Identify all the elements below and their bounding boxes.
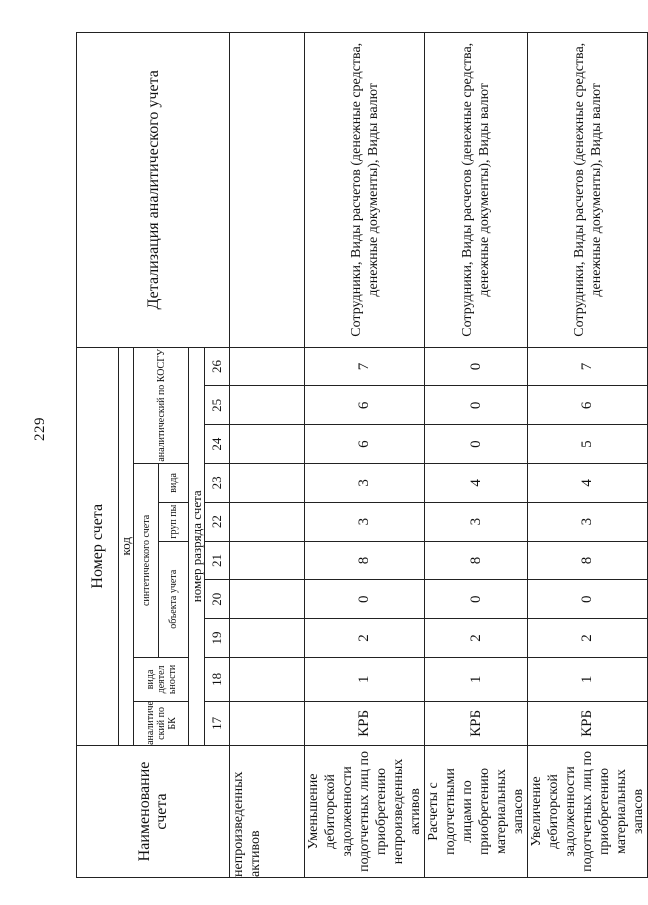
value-cell: 5 — [528, 425, 648, 464]
header-group: груп пы — [159, 502, 189, 541]
digit-18: 18 — [205, 657, 230, 701]
header-code: код — [119, 347, 134, 745]
header-account-object: объекта учета — [159, 541, 189, 657]
value-cell: 0 — [528, 580, 648, 619]
digit-24: 24 — [205, 425, 230, 464]
table-row — [425, 33, 528, 878]
value-cell: 6 — [305, 425, 425, 464]
value-cell: 4 — [425, 463, 528, 502]
value-cell — [230, 657, 305, 701]
header-detail: Детализация аналитического учета — [77, 33, 230, 348]
account-name-cell: Уменьшение дебиторской задолженности подотчетных лиц по приобретению непроизведенных активов — [305, 745, 425, 877]
header-account-name: Наименование счета — [77, 745, 230, 877]
account-name-cell: Увеличение дебиторской задолженности подотчетных лиц по приобретению материальных запасов — [528, 745, 648, 877]
value-cell — [230, 619, 305, 658]
value-cell: 0 — [425, 425, 528, 464]
value-cell — [230, 580, 305, 619]
value-cell — [230, 541, 305, 580]
value-cell: 1 — [425, 657, 528, 701]
value-cell: 0 — [425, 386, 528, 425]
rotated-table-wrapper — [76, 32, 646, 878]
digit-20: 20 — [205, 580, 230, 619]
value-cell: 8 — [425, 541, 528, 580]
header-account-number: Номер счета — [77, 347, 119, 745]
header-kind: вида — [159, 463, 189, 502]
page-number: 229 — [32, 417, 48, 441]
value-cell: 0 — [425, 580, 528, 619]
value-cell: 2 — [528, 619, 648, 658]
accounts-table — [76, 32, 648, 878]
header-analytic-kosgu: аналитический по КОСГУ — [134, 347, 189, 463]
digit-23: 23 — [205, 463, 230, 502]
value-cell: 2 — [425, 619, 528, 658]
value-cell — [230, 701, 305, 745]
table-row — [305, 33, 425, 878]
value-cell: КРБ — [305, 701, 425, 745]
header-activity-type: вида деятел ьности — [134, 657, 189, 701]
value-cell — [230, 347, 305, 386]
header-synthetic: синтетического счета — [134, 463, 159, 657]
value-cell: 3 — [528, 502, 648, 541]
value-cell: 8 — [528, 541, 648, 580]
digit-22: 22 — [205, 502, 230, 541]
digit-25: 25 — [205, 386, 230, 425]
account-name-cell: непроизведенных активов — [230, 745, 305, 877]
value-cell: 7 — [528, 347, 648, 386]
digit-19: 19 — [205, 619, 230, 658]
value-cell: 7 — [305, 347, 425, 386]
account-name-cell: Расчеты с подотчетными лицами по приобретению материальных запасов — [425, 745, 528, 877]
value-cell: 6 — [528, 386, 648, 425]
detail-cell: Сотрудники, Виды расчетов (денежные средства, денежные документы), Виды валют — [305, 33, 425, 348]
value-cell — [230, 425, 305, 464]
value-cell: 3 — [305, 463, 425, 502]
value-cell: КРБ — [528, 701, 648, 745]
header-digit-number: номер разряда счета — [189, 347, 205, 745]
detail-cell: Сотрудники, Виды расчетов (денежные средства, денежные документы), Виды валют — [425, 33, 528, 348]
value-cell — [230, 502, 305, 541]
value-cell: 0 — [425, 347, 528, 386]
digit-17: 17 — [205, 701, 230, 745]
header-row-1 — [77, 33, 119, 878]
value-cell: 2 — [305, 619, 425, 658]
value-cell: КРБ — [425, 701, 528, 745]
value-cell: 0 — [305, 580, 425, 619]
value-cell: 6 — [305, 386, 425, 425]
value-cell — [230, 386, 305, 425]
digit-21: 21 — [205, 541, 230, 580]
detail-cell — [230, 33, 305, 348]
table-row — [528, 33, 648, 878]
value-cell: 1 — [305, 657, 425, 701]
table-row — [230, 33, 305, 878]
value-cell: 1 — [528, 657, 648, 701]
value-cell: 3 — [305, 502, 425, 541]
header-analytic-bk: аналитиче ский по БК — [134, 701, 189, 745]
value-cell: 8 — [305, 541, 425, 580]
digit-26: 26 — [205, 347, 230, 386]
value-cell: 4 — [528, 463, 648, 502]
detail-cell: Сотрудники, Виды расчетов (денежные средства, денежные документы), Виды валют — [528, 33, 648, 348]
value-cell: 3 — [425, 502, 528, 541]
value-cell — [230, 463, 305, 502]
